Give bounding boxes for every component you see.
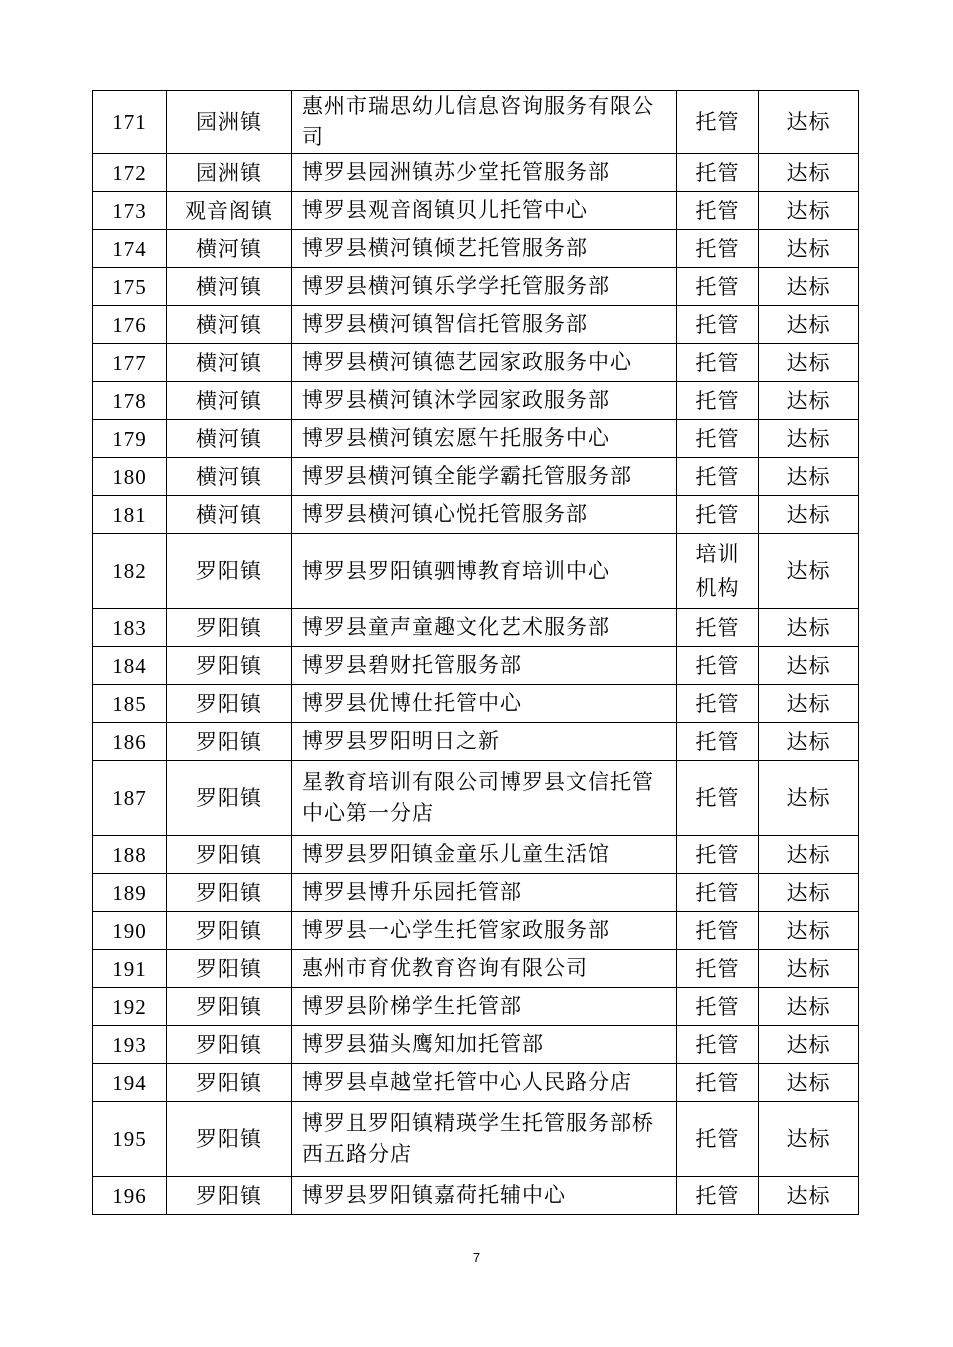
town-cell: 罗阳镇 bbox=[167, 761, 292, 836]
town-cell: 罗阳镇 bbox=[167, 685, 292, 723]
institution-name-cell bbox=[292, 1177, 677, 1215]
row-number-cell: 177 bbox=[93, 344, 167, 382]
table-row bbox=[93, 91, 859, 154]
institution-name: 星教育培训有限公司博罗县文信托管中心第一分店 bbox=[302, 770, 654, 825]
table-row bbox=[93, 912, 859, 950]
institution-name-cell bbox=[292, 496, 677, 534]
institution-name-cell bbox=[292, 1102, 677, 1177]
service-type-label: 托管 bbox=[695, 1127, 740, 1151]
institution-name-cell bbox=[292, 609, 677, 647]
service-type-label: 托管 bbox=[695, 236, 740, 261]
service-type-cell bbox=[677, 496, 759, 534]
inspection-result-cell: 达标 bbox=[759, 192, 859, 230]
service-type-cell bbox=[677, 1064, 759, 1102]
town-cell: 罗阳镇 bbox=[167, 534, 292, 609]
institution-name: 博罗县横河镇德艺园家政服务中心 bbox=[302, 350, 632, 374]
inspection-result-cell: 达标 bbox=[759, 306, 859, 344]
institution-name-cell bbox=[292, 268, 677, 306]
row-number-cell: 171 bbox=[93, 91, 167, 154]
row-number-cell: 172 bbox=[93, 154, 167, 192]
row-number-cell: 173 bbox=[93, 192, 167, 230]
institution-table bbox=[92, 90, 859, 1215]
inspection-result-cell: 达标 bbox=[759, 912, 859, 950]
service-type-cell bbox=[677, 91, 759, 154]
service-type-label: 托管 bbox=[695, 918, 740, 943]
row-number-cell: 186 bbox=[93, 723, 167, 761]
table-row bbox=[93, 230, 859, 268]
institution-name: 博罗县罗阳镇金童乐儿童生活馆 bbox=[302, 842, 610, 866]
service-type-cell bbox=[677, 420, 759, 458]
institution-name-cell bbox=[292, 192, 677, 230]
institution-name-cell bbox=[292, 1064, 677, 1102]
row-number-cell: 176 bbox=[93, 306, 167, 344]
table-row bbox=[93, 420, 859, 458]
service-type-label: 托管 bbox=[695, 502, 740, 527]
table-row bbox=[93, 761, 859, 836]
town-cell: 罗阳镇 bbox=[167, 647, 292, 685]
service-type-label: 托管 bbox=[695, 615, 740, 640]
row-number-cell: 192 bbox=[93, 988, 167, 1026]
service-type-cell bbox=[677, 1026, 759, 1064]
service-type-label: 托管 bbox=[695, 1032, 740, 1057]
table-row bbox=[93, 609, 859, 647]
service-type-cell bbox=[677, 950, 759, 988]
table-row bbox=[93, 306, 859, 344]
institution-name-cell bbox=[292, 306, 677, 344]
service-type-cell bbox=[677, 874, 759, 912]
inspection-result-cell: 达标 bbox=[759, 761, 859, 836]
service-type-cell bbox=[677, 192, 759, 230]
inspection-result-cell: 达标 bbox=[759, 420, 859, 458]
row-number-cell: 188 bbox=[93, 836, 167, 874]
service-type-label: 托管 bbox=[695, 426, 740, 451]
inspection-result-cell: 达标 bbox=[759, 268, 859, 306]
institution-name: 博罗县碧财托管服务部 bbox=[302, 653, 522, 677]
institution-name-cell bbox=[292, 647, 677, 685]
institution-name: 博罗县横河镇乐学学托管服务部 bbox=[302, 274, 610, 298]
town-cell: 横河镇 bbox=[167, 496, 292, 534]
table-row bbox=[93, 534, 859, 609]
institution-name-cell bbox=[292, 1026, 677, 1064]
institution-name-cell bbox=[292, 988, 677, 1026]
service-type-label: 托管 bbox=[695, 274, 740, 299]
inspection-result-cell: 达标 bbox=[759, 154, 859, 192]
service-type-label: 托管 bbox=[695, 653, 740, 678]
table-row bbox=[93, 496, 859, 534]
service-type-cell bbox=[677, 344, 759, 382]
inspection-result-cell: 达标 bbox=[759, 609, 859, 647]
institution-name: 博罗县横河镇智信托管服务部 bbox=[302, 312, 588, 336]
row-number-cell: 194 bbox=[93, 1064, 167, 1102]
row-number-cell: 183 bbox=[93, 609, 167, 647]
service-type-label: 托管 bbox=[695, 160, 740, 185]
inspection-result-cell: 达标 bbox=[759, 1177, 859, 1215]
service-type-cell bbox=[677, 382, 759, 420]
institution-name: 博罗县横河镇宏愿午托服务中心 bbox=[302, 426, 610, 450]
service-type-cell bbox=[677, 1102, 759, 1177]
inspection-result-cell: 达标 bbox=[759, 836, 859, 874]
institution-name: 博罗县观音阁镇贝儿托管中心 bbox=[302, 198, 588, 222]
town-cell: 罗阳镇 bbox=[167, 874, 292, 912]
table-row bbox=[93, 723, 859, 761]
institution-table-body bbox=[93, 91, 859, 1215]
service-type-cell bbox=[677, 230, 759, 268]
institution-name-cell bbox=[292, 344, 677, 382]
institution-name-cell bbox=[292, 723, 677, 761]
institution-name: 博罗县童声童趣文化艺术服务部 bbox=[302, 615, 610, 639]
inspection-result-cell: 达标 bbox=[759, 91, 859, 154]
institution-name-cell bbox=[292, 685, 677, 723]
institution-name-cell bbox=[292, 912, 677, 950]
service-type-label: 托管 bbox=[695, 464, 740, 489]
service-type-cell bbox=[677, 647, 759, 685]
table-row bbox=[93, 1102, 859, 1177]
inspection-result-cell: 达标 bbox=[759, 647, 859, 685]
service-type-cell bbox=[677, 609, 759, 647]
service-type-label: 托管 bbox=[695, 842, 740, 867]
service-type-label: 培训 bbox=[695, 542, 740, 566]
town-cell: 罗阳镇 bbox=[167, 1102, 292, 1177]
row-number-cell: 190 bbox=[93, 912, 167, 950]
institution-name: 博罗县罗阳镇驷博教育培训中心 bbox=[302, 558, 610, 583]
inspection-result-cell: 达标 bbox=[759, 230, 859, 268]
institution-name-cell bbox=[292, 534, 677, 609]
town-cell: 罗阳镇 bbox=[167, 950, 292, 988]
town-cell: 园洲镇 bbox=[167, 91, 292, 154]
institution-name: 博罗县横河镇沐学园家政服务部 bbox=[302, 388, 610, 412]
table-row bbox=[93, 874, 859, 912]
institution-name: 博罗县优博仕托管中心 bbox=[302, 691, 522, 715]
institution-name-cell bbox=[292, 836, 677, 874]
inspection-result-cell: 达标 bbox=[759, 458, 859, 496]
service-type-cell bbox=[677, 154, 759, 192]
inspection-result-cell: 达标 bbox=[759, 988, 859, 1026]
table-row bbox=[93, 154, 859, 192]
town-cell: 罗阳镇 bbox=[167, 836, 292, 874]
institution-name: 博罗县横河镇全能学霸托管服务部 bbox=[302, 464, 632, 488]
institution-name: 惠州市育优教育咨询有限公司 bbox=[302, 956, 588, 980]
inspection-result-cell: 达标 bbox=[759, 344, 859, 382]
row-number-cell: 179 bbox=[93, 420, 167, 458]
institution-name: 博罗县横河镇倾艺托管服务部 bbox=[302, 236, 588, 260]
institution-name-cell bbox=[292, 382, 677, 420]
town-cell: 罗阳镇 bbox=[167, 1026, 292, 1064]
town-cell: 罗阳镇 bbox=[167, 723, 292, 761]
service-type-cell bbox=[677, 1177, 759, 1215]
institution-name: 博罗且罗阳镇精瑛学生托管服务部桥西五路分店 bbox=[302, 1111, 654, 1166]
service-type-label: 托管 bbox=[695, 312, 740, 337]
institution-name-cell bbox=[292, 458, 677, 496]
inspection-result-cell: 达标 bbox=[759, 874, 859, 912]
inspection-result-cell: 达标 bbox=[759, 534, 859, 609]
town-cell: 横河镇 bbox=[167, 268, 292, 306]
service-type-cell bbox=[677, 534, 759, 609]
service-type-label: 托管 bbox=[695, 994, 740, 1019]
table-row bbox=[93, 988, 859, 1026]
institution-name-cell bbox=[292, 874, 677, 912]
row-number-cell: 185 bbox=[93, 685, 167, 723]
table-row bbox=[93, 344, 859, 382]
row-number-cell: 193 bbox=[93, 1026, 167, 1064]
service-type-label: 托管 bbox=[695, 110, 740, 134]
town-cell: 罗阳镇 bbox=[167, 1064, 292, 1102]
service-type-cell bbox=[677, 988, 759, 1026]
table-row bbox=[93, 458, 859, 496]
institution-name: 博罗县园洲镇苏少堂托管服务部 bbox=[302, 160, 610, 184]
service-type-cell bbox=[677, 836, 759, 874]
row-number-cell: 178 bbox=[93, 382, 167, 420]
row-number-cell: 175 bbox=[93, 268, 167, 306]
table-row bbox=[93, 1026, 859, 1064]
institution-name-cell bbox=[292, 420, 677, 458]
inspection-result-cell: 达标 bbox=[759, 382, 859, 420]
row-number-cell: 191 bbox=[93, 950, 167, 988]
table-row bbox=[93, 685, 859, 723]
service-type-label: 托管 bbox=[695, 1070, 740, 1095]
town-cell: 园洲镇 bbox=[167, 154, 292, 192]
town-cell: 横河镇 bbox=[167, 458, 292, 496]
table-row bbox=[93, 950, 859, 988]
institution-name: 博罗县罗阳明日之新 bbox=[302, 729, 500, 753]
town-cell: 罗阳镇 bbox=[167, 988, 292, 1026]
town-cell: 罗阳镇 bbox=[167, 609, 292, 647]
row-number-cell: 196 bbox=[93, 1177, 167, 1215]
institution-name-cell bbox=[292, 761, 677, 836]
service-type-label: 托管 bbox=[695, 691, 740, 716]
town-cell: 横河镇 bbox=[167, 344, 292, 382]
service-type-label: 托管 bbox=[695, 1183, 740, 1208]
inspection-result-cell: 达标 bbox=[759, 496, 859, 534]
service-type-label: 托管 bbox=[695, 729, 740, 754]
service-type-cell bbox=[677, 723, 759, 761]
institution-name: 博罗县一心学生托管家政服务部 bbox=[302, 918, 610, 942]
service-type-cell bbox=[677, 268, 759, 306]
table-row bbox=[93, 1177, 859, 1215]
institution-name-cell bbox=[292, 950, 677, 988]
service-type-label: 托管 bbox=[695, 198, 740, 223]
institution-name: 博罗县罗阳镇嘉荷托辅中心 bbox=[302, 1183, 566, 1207]
service-type-label: 托管 bbox=[695, 786, 740, 810]
service-type-cell bbox=[677, 912, 759, 950]
row-number-cell: 181 bbox=[93, 496, 167, 534]
row-number-cell: 182 bbox=[93, 534, 167, 609]
service-type-cell bbox=[677, 306, 759, 344]
service-type-label: 托管 bbox=[695, 388, 740, 413]
table-row bbox=[93, 268, 859, 306]
institution-name-cell bbox=[292, 230, 677, 268]
page-number: 7 bbox=[472, 1250, 481, 1265]
table-row bbox=[93, 1064, 859, 1102]
service-type-label: 托管 bbox=[695, 880, 740, 905]
town-cell: 罗阳镇 bbox=[167, 912, 292, 950]
institution-name: 博罗县横河镇心悦托管服务部 bbox=[302, 502, 588, 526]
town-cell: 横河镇 bbox=[167, 420, 292, 458]
table-row bbox=[93, 382, 859, 420]
institution-name: 惠州市瑞思幼儿信息咨询服务有限公司 bbox=[302, 94, 654, 149]
service-type-label: 托管 bbox=[695, 350, 740, 375]
institution-name-cell bbox=[292, 91, 677, 154]
institution-name: 博罗县猫头鹰知加托管部 bbox=[302, 1032, 544, 1056]
inspection-result-cell: 达标 bbox=[759, 1102, 859, 1177]
institution-name: 博罗县阶梯学生托管部 bbox=[302, 994, 522, 1018]
inspection-result-cell: 达标 bbox=[759, 685, 859, 723]
table-row bbox=[93, 647, 859, 685]
institution-name: 博罗县博升乐园托管部 bbox=[302, 880, 522, 904]
row-number-cell: 184 bbox=[93, 647, 167, 685]
service-type-label: 机构 bbox=[695, 576, 740, 600]
town-cell: 罗阳镇 bbox=[167, 1177, 292, 1215]
service-type-cell bbox=[677, 761, 759, 836]
service-type-cell bbox=[677, 685, 759, 723]
row-number-cell: 189 bbox=[93, 874, 167, 912]
town-cell: 横河镇 bbox=[167, 230, 292, 268]
institution-name: 博罗县卓越堂托管中心人民路分店 bbox=[302, 1070, 632, 1094]
row-number-cell: 174 bbox=[93, 230, 167, 268]
inspection-result-cell: 达标 bbox=[759, 950, 859, 988]
service-type-label: 托管 bbox=[695, 956, 740, 981]
row-number-cell: 187 bbox=[93, 761, 167, 836]
inspection-result-cell: 达标 bbox=[759, 1026, 859, 1064]
table-row bbox=[93, 836, 859, 874]
row-number-cell: 195 bbox=[93, 1102, 167, 1177]
town-cell: 横河镇 bbox=[167, 382, 292, 420]
town-cell: 观音阁镇 bbox=[167, 192, 292, 230]
inspection-result-cell: 达标 bbox=[759, 723, 859, 761]
table-row bbox=[93, 192, 859, 230]
service-type-cell bbox=[677, 458, 759, 496]
institution-name-cell bbox=[292, 154, 677, 192]
inspection-result-cell: 达标 bbox=[759, 1064, 859, 1102]
town-cell: 横河镇 bbox=[167, 306, 292, 344]
row-number-cell: 180 bbox=[93, 458, 167, 496]
